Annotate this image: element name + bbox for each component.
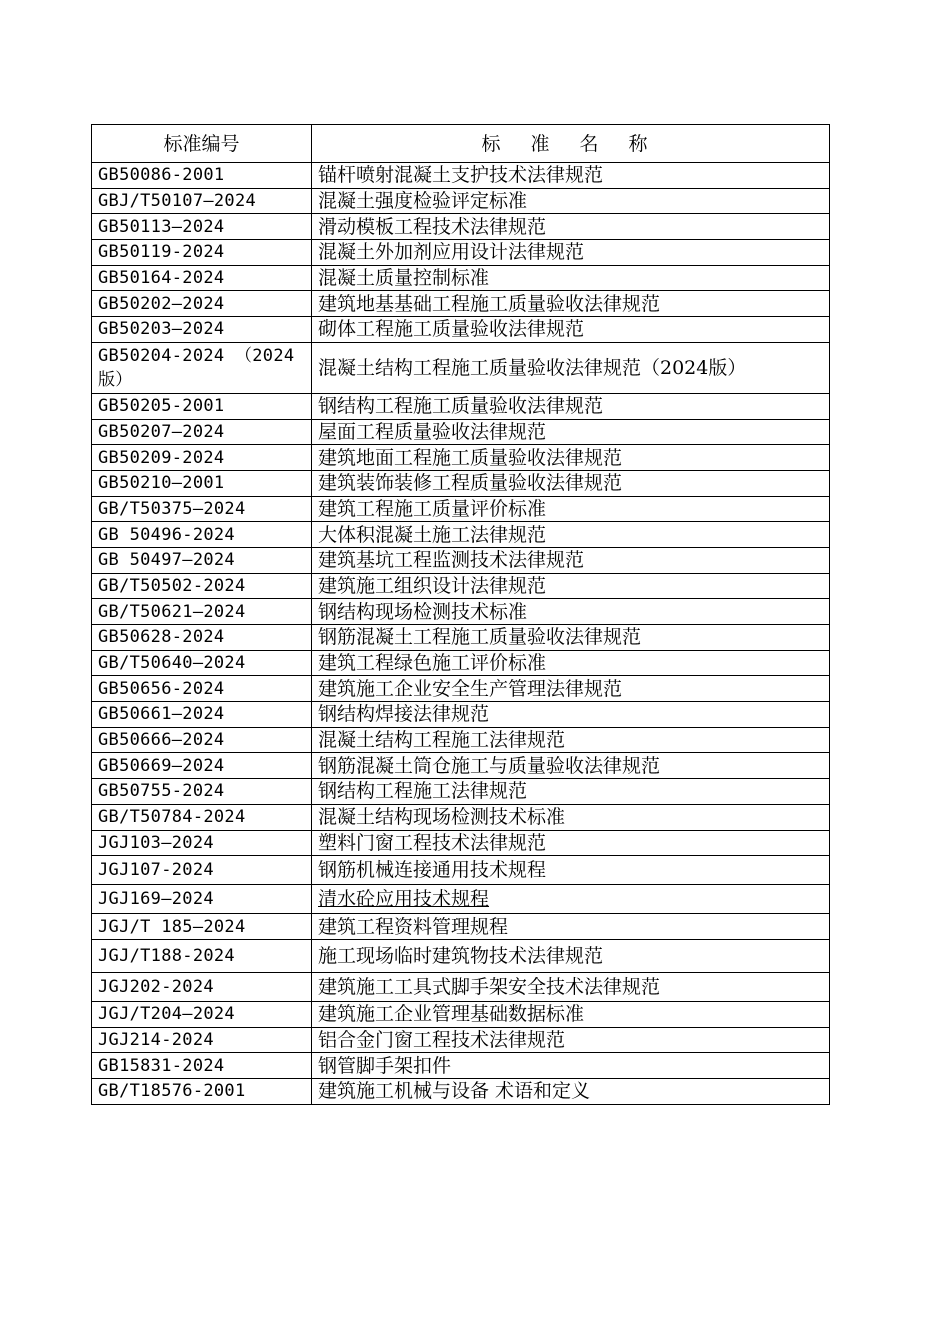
standard-code-cell: GB15831-2024 — [92, 1053, 312, 1079]
standard-code-cell: GB50210—2001 — [92, 470, 312, 496]
header-standard-code: 标准编号 — [92, 125, 312, 163]
table-row — [92, 445, 830, 471]
table-row — [92, 265, 830, 291]
table-row — [92, 317, 830, 343]
table-row — [92, 625, 830, 651]
standard-name-cell: 锚杆喷射混凝土支护技术法律规范 — [312, 163, 830, 189]
standard-code-cell: JGJ214-2024 — [92, 1027, 312, 1053]
table-row — [92, 727, 830, 753]
standard-name-cell: 屋面工程质量验收法律规范 — [312, 419, 830, 445]
table-row — [92, 1078, 830, 1104]
standard-name-cell: 铝合金门窗工程技术法律规范 — [312, 1027, 830, 1053]
standard-name-cell: 建筑施工工具式脚手架安全技术法律规范 — [312, 972, 830, 1001]
standard-code-cell: JGJ103—2024 — [92, 830, 312, 856]
table-row — [92, 599, 830, 625]
standard-code-cell: GB50207—2024 — [92, 419, 312, 445]
standard-code-cell: GB50086-2001 — [92, 163, 312, 189]
standard-name-cell: 建筑施工组织设计法律规范 — [312, 573, 830, 599]
table-row — [92, 163, 830, 189]
table-row — [92, 804, 830, 830]
standard-code-cell: GB50164-2024 — [92, 265, 312, 291]
standard-code-cell: GB50202—2024 — [92, 291, 312, 317]
table-row — [92, 496, 830, 522]
table-row — [92, 214, 830, 240]
table-body — [92, 163, 830, 1105]
standard-name-cell: 砌体工程施工质量验收法律规范 — [312, 317, 830, 343]
table-row — [92, 291, 830, 317]
table-row — [92, 702, 830, 728]
standard-code-cell: GB/T50640—2024 — [92, 650, 312, 676]
standard-code-cell: JGJ169—2024 — [92, 885, 312, 914]
table-row — [92, 522, 830, 548]
standard-name-cell: 钢管脚手架扣件 — [312, 1053, 830, 1079]
standard-name-cell: 建筑地基基础工程施工质量验收法律规范 — [312, 291, 830, 317]
table-row — [92, 856, 830, 885]
table-row — [92, 1001, 830, 1027]
standard-code-cell: GB50666—2024 — [92, 727, 312, 753]
standard-name-cell: 混凝土质量控制标准 — [312, 265, 830, 291]
standard-name-cell: 建筑工程绿色施工评价标准 — [312, 650, 830, 676]
standard-code-cell: GB50209-2024 — [92, 445, 312, 471]
standard-name-cell: 建筑地面工程施工质量验收法律规范 — [312, 445, 830, 471]
table-row — [92, 573, 830, 599]
standard-name-cell: 建筑施工机械与设备 术语和定义 — [312, 1078, 830, 1104]
standard-code-cell: GB50656-2024 — [92, 676, 312, 702]
standard-code-cell: JGJ107-2024 — [92, 856, 312, 885]
standard-name-cell: 建筑基坑工程监测技术法律规范 — [312, 547, 830, 573]
standard-name-cell: 滑动模板工程技术法律规范 — [312, 214, 830, 240]
standard-name-cell: 钢结构工程施工法律规范 — [312, 779, 830, 805]
standard-code-cell: GB/T18576-2001 — [92, 1078, 312, 1104]
standard-name-cell: 建筑施工企业安全生产管理法律规范 — [312, 676, 830, 702]
table-row — [92, 342, 830, 393]
standard-code-cell: GB50755-2024 — [92, 779, 312, 805]
table-header-row — [92, 125, 830, 163]
standard-code-cell: GBJ/T50107—2024 — [92, 188, 312, 214]
standard-code-cell: GB50628-2024 — [92, 625, 312, 651]
standard-name-cell: 钢结构工程施工质量验收法律规范 — [312, 393, 830, 419]
standard-code-cell: JGJ202-2024 — [92, 972, 312, 1001]
standard-name-cell: 钢结构焊接法律规范 — [312, 702, 830, 728]
standard-name-cell: 混凝土外加剂应用设计法律规范 — [312, 240, 830, 266]
standard-code-cell: GB 50496-2024 — [92, 522, 312, 548]
standard-name-cell: 钢筋混凝土工程施工质量验收法律规范 — [312, 625, 830, 651]
standard-name-cell: 钢结构现场检测技术标准 — [312, 599, 830, 625]
table-row — [92, 650, 830, 676]
table-row — [92, 914, 830, 940]
standard-code-cell: GB50669—2024 — [92, 753, 312, 779]
standard-code-cell: GB 50497—2024 — [92, 547, 312, 573]
standard-name-cell: 混凝土强度检验评定标准 — [312, 188, 830, 214]
standard-name-cell: 塑料门窗工程技术法律规范 — [312, 830, 830, 856]
standard-name-cell: 混凝土结构现场检测技术标准 — [312, 804, 830, 830]
standard-code-cell: GB50204-2024 （2024版） — [92, 342, 312, 393]
table-row — [92, 240, 830, 266]
standard-code-cell: GB50661—2024 — [92, 702, 312, 728]
standard-name-cell: 钢筋混凝土筒仓施工与质量验收法律规范 — [312, 753, 830, 779]
table-row — [92, 1053, 830, 1079]
table-row — [92, 547, 830, 573]
standard-code-cell: GB50113—2024 — [92, 214, 312, 240]
table-row — [92, 972, 830, 1001]
table-row — [92, 470, 830, 496]
header-standard-name: 标 准 名 称 — [312, 125, 830, 163]
standard-name-cell: 混凝土结构工程施工法律规范 — [312, 727, 830, 753]
standard-name-cell: 建筑工程资料管理规程 — [312, 914, 830, 940]
table-row — [92, 1027, 830, 1053]
standard-name-cell: 钢筋机械连接通用技术规程 — [312, 856, 830, 885]
table-row — [92, 885, 830, 914]
standard-code-cell: GB/T50375—2024 — [92, 496, 312, 522]
table-row — [92, 676, 830, 702]
standard-code-cell: GB50119-2024 — [92, 240, 312, 266]
standard-name-cell: 混凝土结构工程施工质量验收法律规范（2024版） — [312, 342, 830, 393]
standard-code-cell: GB/T50502-2024 — [92, 573, 312, 599]
standard-code-cell: JGJ/T 185—2024 — [92, 914, 312, 940]
table-row — [92, 419, 830, 445]
table-row — [92, 393, 830, 419]
standard-code-cell: GB/T50784-2024 — [92, 804, 312, 830]
standard-code-cell: GB50205-2001 — [92, 393, 312, 419]
standard-name-cell: 清水砼应用技术规程 — [312, 885, 830, 914]
table-row — [92, 830, 830, 856]
standard-code-cell: GB50203—2024 — [92, 317, 312, 343]
standard-name-cell: 建筑施工企业管理基础数据标准 — [312, 1001, 830, 1027]
table-row — [92, 188, 830, 214]
standard-name-cell: 建筑工程施工质量评价标准 — [312, 496, 830, 522]
standard-code-cell: JGJ/T204—2024 — [92, 1001, 312, 1027]
standard-code-cell: GB/T50621—2024 — [92, 599, 312, 625]
standard-name-cell: 建筑装饰装修工程质量验收法律规范 — [312, 470, 830, 496]
standard-code-cell: JGJ/T188-2024 — [92, 939, 312, 972]
standards-table — [91, 124, 830, 1105]
standard-name-cell: 大体积混凝土施工法律规范 — [312, 522, 830, 548]
table-row — [92, 753, 830, 779]
table-row — [92, 779, 830, 805]
standard-name-cell: 施工现场临时建筑物技术法律规范 — [312, 939, 830, 972]
table-row — [92, 939, 830, 972]
